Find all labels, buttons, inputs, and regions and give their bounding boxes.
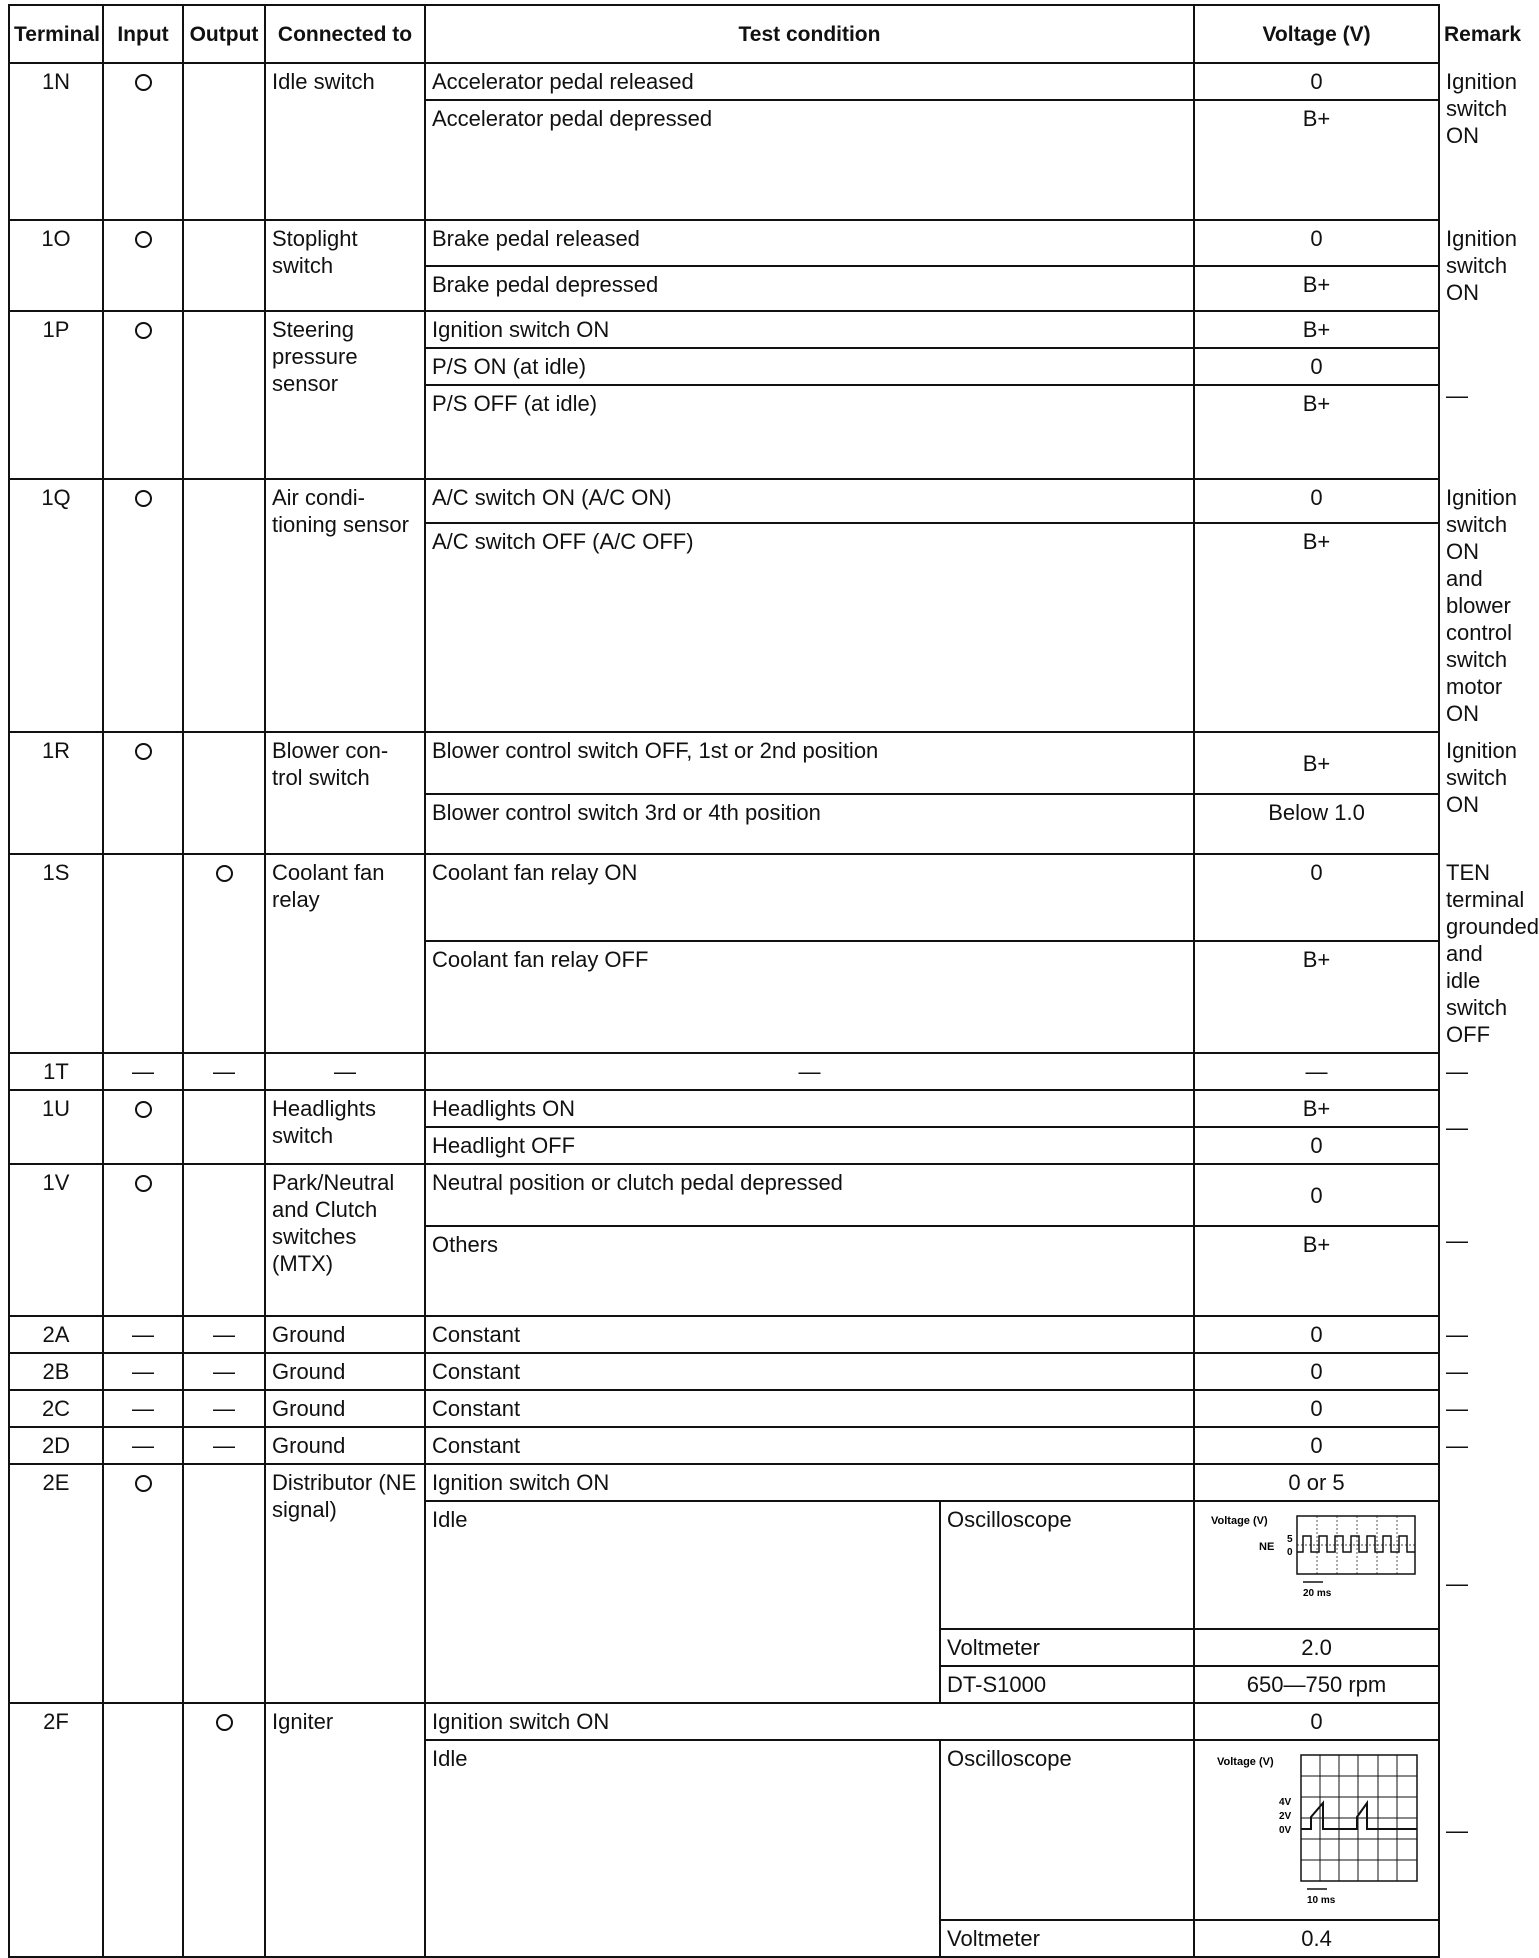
voltage-cell: 0: [1194, 1427, 1439, 1464]
voltage-cell: 0: [1194, 1164, 1439, 1226]
condition-cell: P/S OFF (at idle): [425, 385, 1194, 479]
circle-mark-icon: [135, 490, 152, 507]
scope-y-hi: 5: [1286, 1534, 1293, 1545]
input-cell: —: [103, 1390, 183, 1427]
output-cell: [183, 63, 265, 220]
connected-cell: —: [265, 1053, 425, 1090]
condition-cell: Constant: [425, 1316, 1194, 1353]
header-connected-to: Connected to: [265, 5, 425, 63]
input-cell: —: [103, 1316, 183, 1353]
condition-cell: Ignition switch ON: [425, 1703, 1194, 1740]
oscilloscope-cell: [1194, 1501, 1439, 1629]
output-cell: —: [183, 1390, 265, 1427]
input-cell: [103, 311, 183, 479]
header-terminal: Terminal: [9, 5, 103, 63]
table-row: 2A — — Ground Constant 0 —: [9, 1316, 1439, 1353]
connected-cell: Distributor (NE signal): [265, 1464, 425, 1703]
voltage-cell: B+: [1194, 100, 1439, 220]
voltage-cell: 0: [1194, 1353, 1439, 1390]
terminal-cell: 2B: [9, 1353, 103, 1390]
circle-mark-icon: [135, 74, 152, 91]
terminal-cell: 2E: [9, 1464, 103, 1703]
condition-cell: Coolant fan relay ON: [425, 854, 1194, 941]
input-cell: —: [103, 1053, 183, 1090]
voltage-cell: —: [1194, 1053, 1439, 1090]
output-cell: —: [183, 1053, 265, 1090]
connected-cell: Steering pressure sensor: [265, 311, 425, 479]
voltage-cell: B+: [1194, 523, 1439, 732]
scope-ylabel: Voltage (V): [1216, 1756, 1274, 1768]
circle-mark-icon: [135, 1175, 152, 1192]
voltage-cell: B+: [1194, 1226, 1439, 1316]
output-cell: [183, 479, 265, 732]
connected-cell: Ground: [265, 1316, 425, 1353]
voltage-cell: 0: [1194, 1390, 1439, 1427]
output-cell: —: [183, 1316, 265, 1353]
condition-cell: Accelerator pedal depressed: [425, 100, 1194, 220]
header-input: Input: [103, 5, 183, 63]
table-row: 2F Igniter Ignition switch ON 0 —: [9, 1703, 1439, 1740]
voltage-cell: 0: [1194, 479, 1439, 523]
circle-mark-icon: [135, 743, 152, 760]
terminal-cell: 1T: [9, 1053, 103, 1090]
scope-ylabel: Voltage (V): [1210, 1515, 1268, 1527]
connected-cell: Igniter: [265, 1703, 425, 1957]
condition-cell: A/C switch ON (A/C ON): [425, 479, 1194, 523]
voltage-cell: 0: [1194, 348, 1439, 385]
output-cell: —: [183, 1353, 265, 1390]
voltage-cell: B+: [1194, 732, 1439, 794]
circle-mark-icon: [216, 865, 233, 882]
condition-cell: Brake pedal depressed: [425, 266, 1194, 312]
scope-y2: 2V: [1278, 1811, 1291, 1822]
output-cell: [183, 854, 265, 1053]
idle-cell: Idle: [425, 1740, 940, 1957]
table-row: 2E Distributor (NE signal) Ignition switch ON 0 or 5 —: [9, 1464, 1439, 1501]
table-row: 2B — — Ground Constant 0 —: [9, 1353, 1439, 1390]
input-cell: [103, 1464, 183, 1703]
condition-cell: A/C switch OFF (A/C OFF): [425, 523, 1194, 732]
condition-cell: Neutral position or clutch pedal depressed: [425, 1164, 1194, 1226]
terminal-cell: 1O: [9, 220, 103, 311]
voltage-cell: 0: [1194, 1316, 1439, 1353]
condition-cell: Constant: [425, 1353, 1194, 1390]
header-test-condition: Test condition: [425, 5, 1194, 63]
condition-cell: Coolant fan relay OFF: [425, 941, 1194, 1053]
condition-cell: Headlights ON: [425, 1090, 1194, 1127]
voltage-cell: Below 1.0: [1194, 794, 1439, 854]
output-cell: [183, 1164, 265, 1316]
voltage-cell: 2.0: [1194, 1629, 1439, 1666]
method-cell: Oscilloscope: [940, 1740, 1194, 1920]
voltage-cell: 0: [1194, 1703, 1439, 1740]
table-row: 1U Headlights switch Headlights ON B+ —: [9, 1090, 1439, 1127]
connected-cell: Idle switch: [265, 63, 425, 220]
connected-cell: Stoplight switch: [265, 220, 425, 311]
input-cell: [103, 220, 183, 311]
table-row: 1V Park/Neutral and Clutch switches (MTX) Neutral position or clutch pedal depressed 0 —: [9, 1164, 1439, 1226]
connected-cell: Park/Neutral and Clutch switches (MTX): [265, 1164, 425, 1316]
input-cell: [103, 1090, 183, 1164]
method-cell: Voltmeter: [940, 1920, 1194, 1957]
method-cell: Oscilloscope: [940, 1501, 1194, 1629]
input-cell: [103, 732, 183, 854]
connected-cell: Headlights switch: [265, 1090, 425, 1164]
condition-cell: Constant: [425, 1427, 1194, 1464]
output-cell: [183, 311, 265, 479]
voltage-cell: 0: [1194, 63, 1439, 100]
condition-cell: Headlight OFF: [425, 1127, 1194, 1164]
table-row: 1Q Air condi- tioning sensor A/C switch ON (A/C ON) 0 Ignition switch ON and blower control switch motor ON: [9, 479, 1439, 523]
condition-cell: Others: [425, 1226, 1194, 1316]
input-cell: [103, 63, 183, 220]
connected-cell: Ground: [265, 1353, 425, 1390]
scope-y-lo: 0: [1286, 1547, 1293, 1558]
output-cell: [183, 1464, 265, 1703]
condition-cell: Ignition switch ON: [425, 1464, 1194, 1501]
method-cell: DT-S1000: [940, 1666, 1194, 1703]
output-cell: [183, 732, 265, 854]
table-row: 2D — — Ground Constant 0 —: [9, 1427, 1439, 1464]
connected-cell: Blower con- trol switch: [265, 732, 425, 854]
terminal-cell: 2C: [9, 1390, 103, 1427]
connected-cell: Coolant fan relay: [265, 854, 425, 1053]
ecu-terminal-table: [8, 4, 1539, 1958]
table-row: 1P Steering pressure sensor Ignition switch ON B+ —: [9, 311, 1439, 348]
voltage-cell: 0.4: [1194, 1920, 1439, 1957]
oscilloscope-cell: [1194, 1740, 1439, 1920]
condition-cell: —: [425, 1053, 1194, 1090]
condition-cell: Ignition switch ON: [425, 311, 1194, 348]
condition-cell: Brake pedal released: [425, 220, 1194, 266]
connected-cell: Ground: [265, 1390, 425, 1427]
table-row: 1T — — — — — —: [9, 1053, 1439, 1090]
scope-time-label: 10 ms: [1306, 1895, 1335, 1906]
voltage-cell: 0: [1194, 1127, 1439, 1164]
scope-signal-label: NE: [1258, 1541, 1274, 1553]
output-cell: —: [183, 1427, 265, 1464]
circle-mark-icon: [135, 231, 152, 248]
table-row: 1O Stoplight switch Brake pedal released 0 Ignition switch ON: [9, 220, 1439, 266]
scope-grid: [1301, 1755, 1417, 1881]
voltage-cell: B+: [1194, 1090, 1439, 1127]
terminal-cell: 1P: [9, 311, 103, 479]
circle-mark-icon: [135, 1475, 152, 1492]
header-voltage: Voltage (V): [1194, 5, 1439, 63]
terminal-cell: 1S: [9, 854, 103, 1053]
output-cell: [183, 220, 265, 311]
table-row: 1R Blower con- trol switch Blower control switch OFF, 1st or 2nd position B+ Ignition switch ON: [9, 732, 1439, 794]
terminal-cell: 1N: [9, 63, 103, 220]
table-row: 1N Idle switch Accelerator pedal released 0 Ignition switch ON: [9, 63, 1439, 100]
idle-cell: Idle: [425, 1501, 940, 1703]
input-cell: —: [103, 1427, 183, 1464]
circle-mark-icon: [135, 322, 152, 339]
condition-cell: Constant: [425, 1390, 1194, 1427]
circle-mark-icon: [135, 1101, 152, 1118]
scope-y4: 4V: [1278, 1797, 1291, 1808]
header-row: Terminal Input Output Connected to Test condition Voltage (V) Remark: [9, 5, 1439, 63]
table-row: 2C — — Ground Constant 0 —: [9, 1390, 1439, 1427]
terminal-cell: 2D: [9, 1427, 103, 1464]
condition-cell: Blower control switch OFF, 1st or 2nd position: [425, 732, 1194, 794]
voltage-cell: B+: [1194, 385, 1439, 479]
terminal-cell: 1U: [9, 1090, 103, 1164]
terminal-cell: 1Q: [9, 479, 103, 732]
input-cell: [103, 479, 183, 732]
header-output: Output: [183, 5, 265, 63]
pinout-table-sheet: [8, 4, 1539, 1951]
voltage-cell: 0 or 5: [1194, 1464, 1439, 1501]
igniter-oscilloscope-waveform: [1207, 1751, 1427, 1911]
terminal-cell: 1R: [9, 732, 103, 854]
terminal-cell: 1V: [9, 1164, 103, 1316]
ne-signal-oscilloscope-waveform: [1207, 1512, 1427, 1606]
voltage-cell: 0: [1194, 220, 1439, 266]
condition-cell: Blower control switch 3rd or 4th position: [425, 794, 1194, 854]
voltage-cell: B+: [1194, 311, 1439, 348]
voltage-cell: 0: [1194, 854, 1439, 941]
terminal-cell: 2F: [9, 1703, 103, 1957]
output-cell: [183, 1703, 265, 1957]
input-cell: —: [103, 1353, 183, 1390]
input-cell: [103, 1164, 183, 1316]
method-cell: Voltmeter: [940, 1629, 1194, 1666]
condition-cell: P/S ON (at idle): [425, 348, 1194, 385]
output-cell: [183, 1090, 265, 1164]
circle-mark-icon: [216, 1714, 233, 1731]
condition-cell: Accelerator pedal released: [425, 63, 1194, 100]
connected-cell: Ground: [265, 1427, 425, 1464]
scope-y0: 0V: [1278, 1825, 1291, 1836]
connected-cell: Air condi- tioning sensor: [265, 479, 425, 732]
voltage-cell: B+: [1194, 941, 1439, 1053]
scope-time-label: 20 ms: [1302, 1588, 1331, 1599]
table-row: 1S Coolant fan relay Coolant fan relay ON 0 TEN terminal grounded and idle switch OFF: [9, 854, 1439, 941]
input-cell: [103, 854, 183, 1053]
terminal-cell: 2A: [9, 1316, 103, 1353]
scope-grid: [1297, 1516, 1415, 1574]
voltage-cell: B+: [1194, 266, 1439, 312]
scope-trace: [1301, 1803, 1417, 1829]
input-cell: [103, 1703, 183, 1957]
voltage-cell: 650—750 rpm: [1194, 1666, 1439, 1703]
